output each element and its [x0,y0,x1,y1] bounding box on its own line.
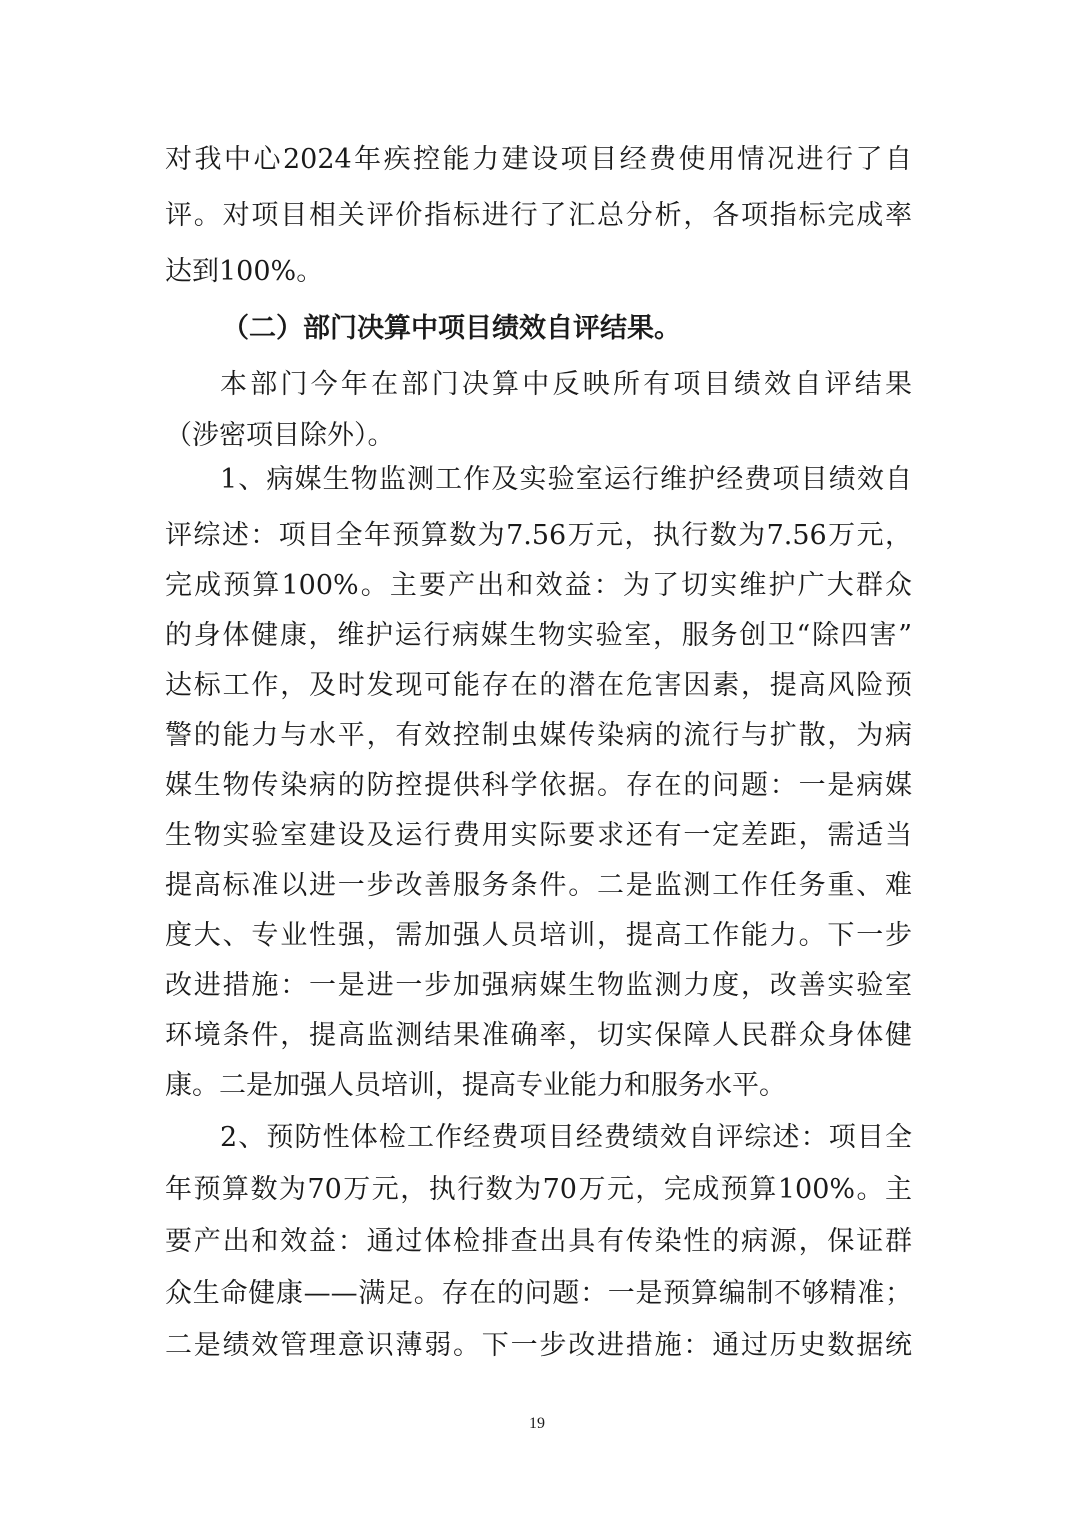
text-line-14: 生物实验室建设及运行费用实际要求还有一定差距，需适当 [165,820,912,851]
text-line-2: 评。对项目相关评价指标进行了汇总分析，各项指标完成率 [165,200,912,231]
text-line-19: 康。二是加强人员培训，提高专业能力和服务水平。 [165,1070,786,1101]
text-line-18: 环境条件，提高监测结果准确率，切实保障人民群众身体健 [165,1020,912,1051]
text-line-13: 媒生物传染病的防控提供科学依据。存在的问题：一是病媒 [165,770,912,801]
text-line-9: 完成预算100%。主要产出和效益：为了切实维护广大群众 [165,570,912,601]
text-line-21: 年预算数为70万元，执行数为70万元，完成预算100%。主 [165,1174,912,1205]
text-line-12: 警的能力与水平，有效控制虫媒传染病的流行与扩散，为病 [165,720,912,751]
text-line-17: 改进措施：一是进一步加强病媒生物监测力度，改善实验室 [165,970,912,1001]
section-heading: （二）部门决算中项目绩效自评结果。 [222,313,681,344]
text-line-3: 达到100%。 [165,256,324,287]
text-line-11: 达标工作，及时发现可能存在的潜在危害因素，提高风险预 [165,670,912,701]
page-number: 19 [529,1415,545,1432]
text-line-6: （涉密项目除外）。 [165,420,395,451]
text-line-8: 评综述：项目全年预算数为7.56万元，执行数为7.56万元， [165,520,912,551]
text-line-22: 要产出和效益：通过体检排查出具有传染性的病源，保证群 [165,1226,912,1257]
text-line-5: 本部门今年在部门决算中反映所有项目绩效自评结果 [220,369,912,400]
text-line-23: 众生命健康——满足。存在的问题：一是预算编制不够精准； [165,1278,912,1309]
text-line-16: 度大、专业性强，需加强人员培训，提高工作能力。下一步 [165,920,912,951]
text-line-20: 2、预防性体检工作经费项目经费绩效自评综述：项目全 [220,1122,912,1153]
text-line-1: 对我中心2024年疾控能力建设项目经费使用情况进行了自 [165,144,912,175]
text-line-15: 提高标准以进一步改善服务条件。二是监测工作任务重、难 [165,870,912,901]
text-line-10: 的身体健康，维护运行病媒生物实验室，服务创卫“除四害” [165,620,912,651]
text-line-7: 1、病媒生物监测工作及实验室运行维护经费项目绩效自 [220,464,912,495]
text-line-24: 二是绩效管理意识薄弱。下一步改进措施：通过历史数据统 [165,1330,912,1361]
